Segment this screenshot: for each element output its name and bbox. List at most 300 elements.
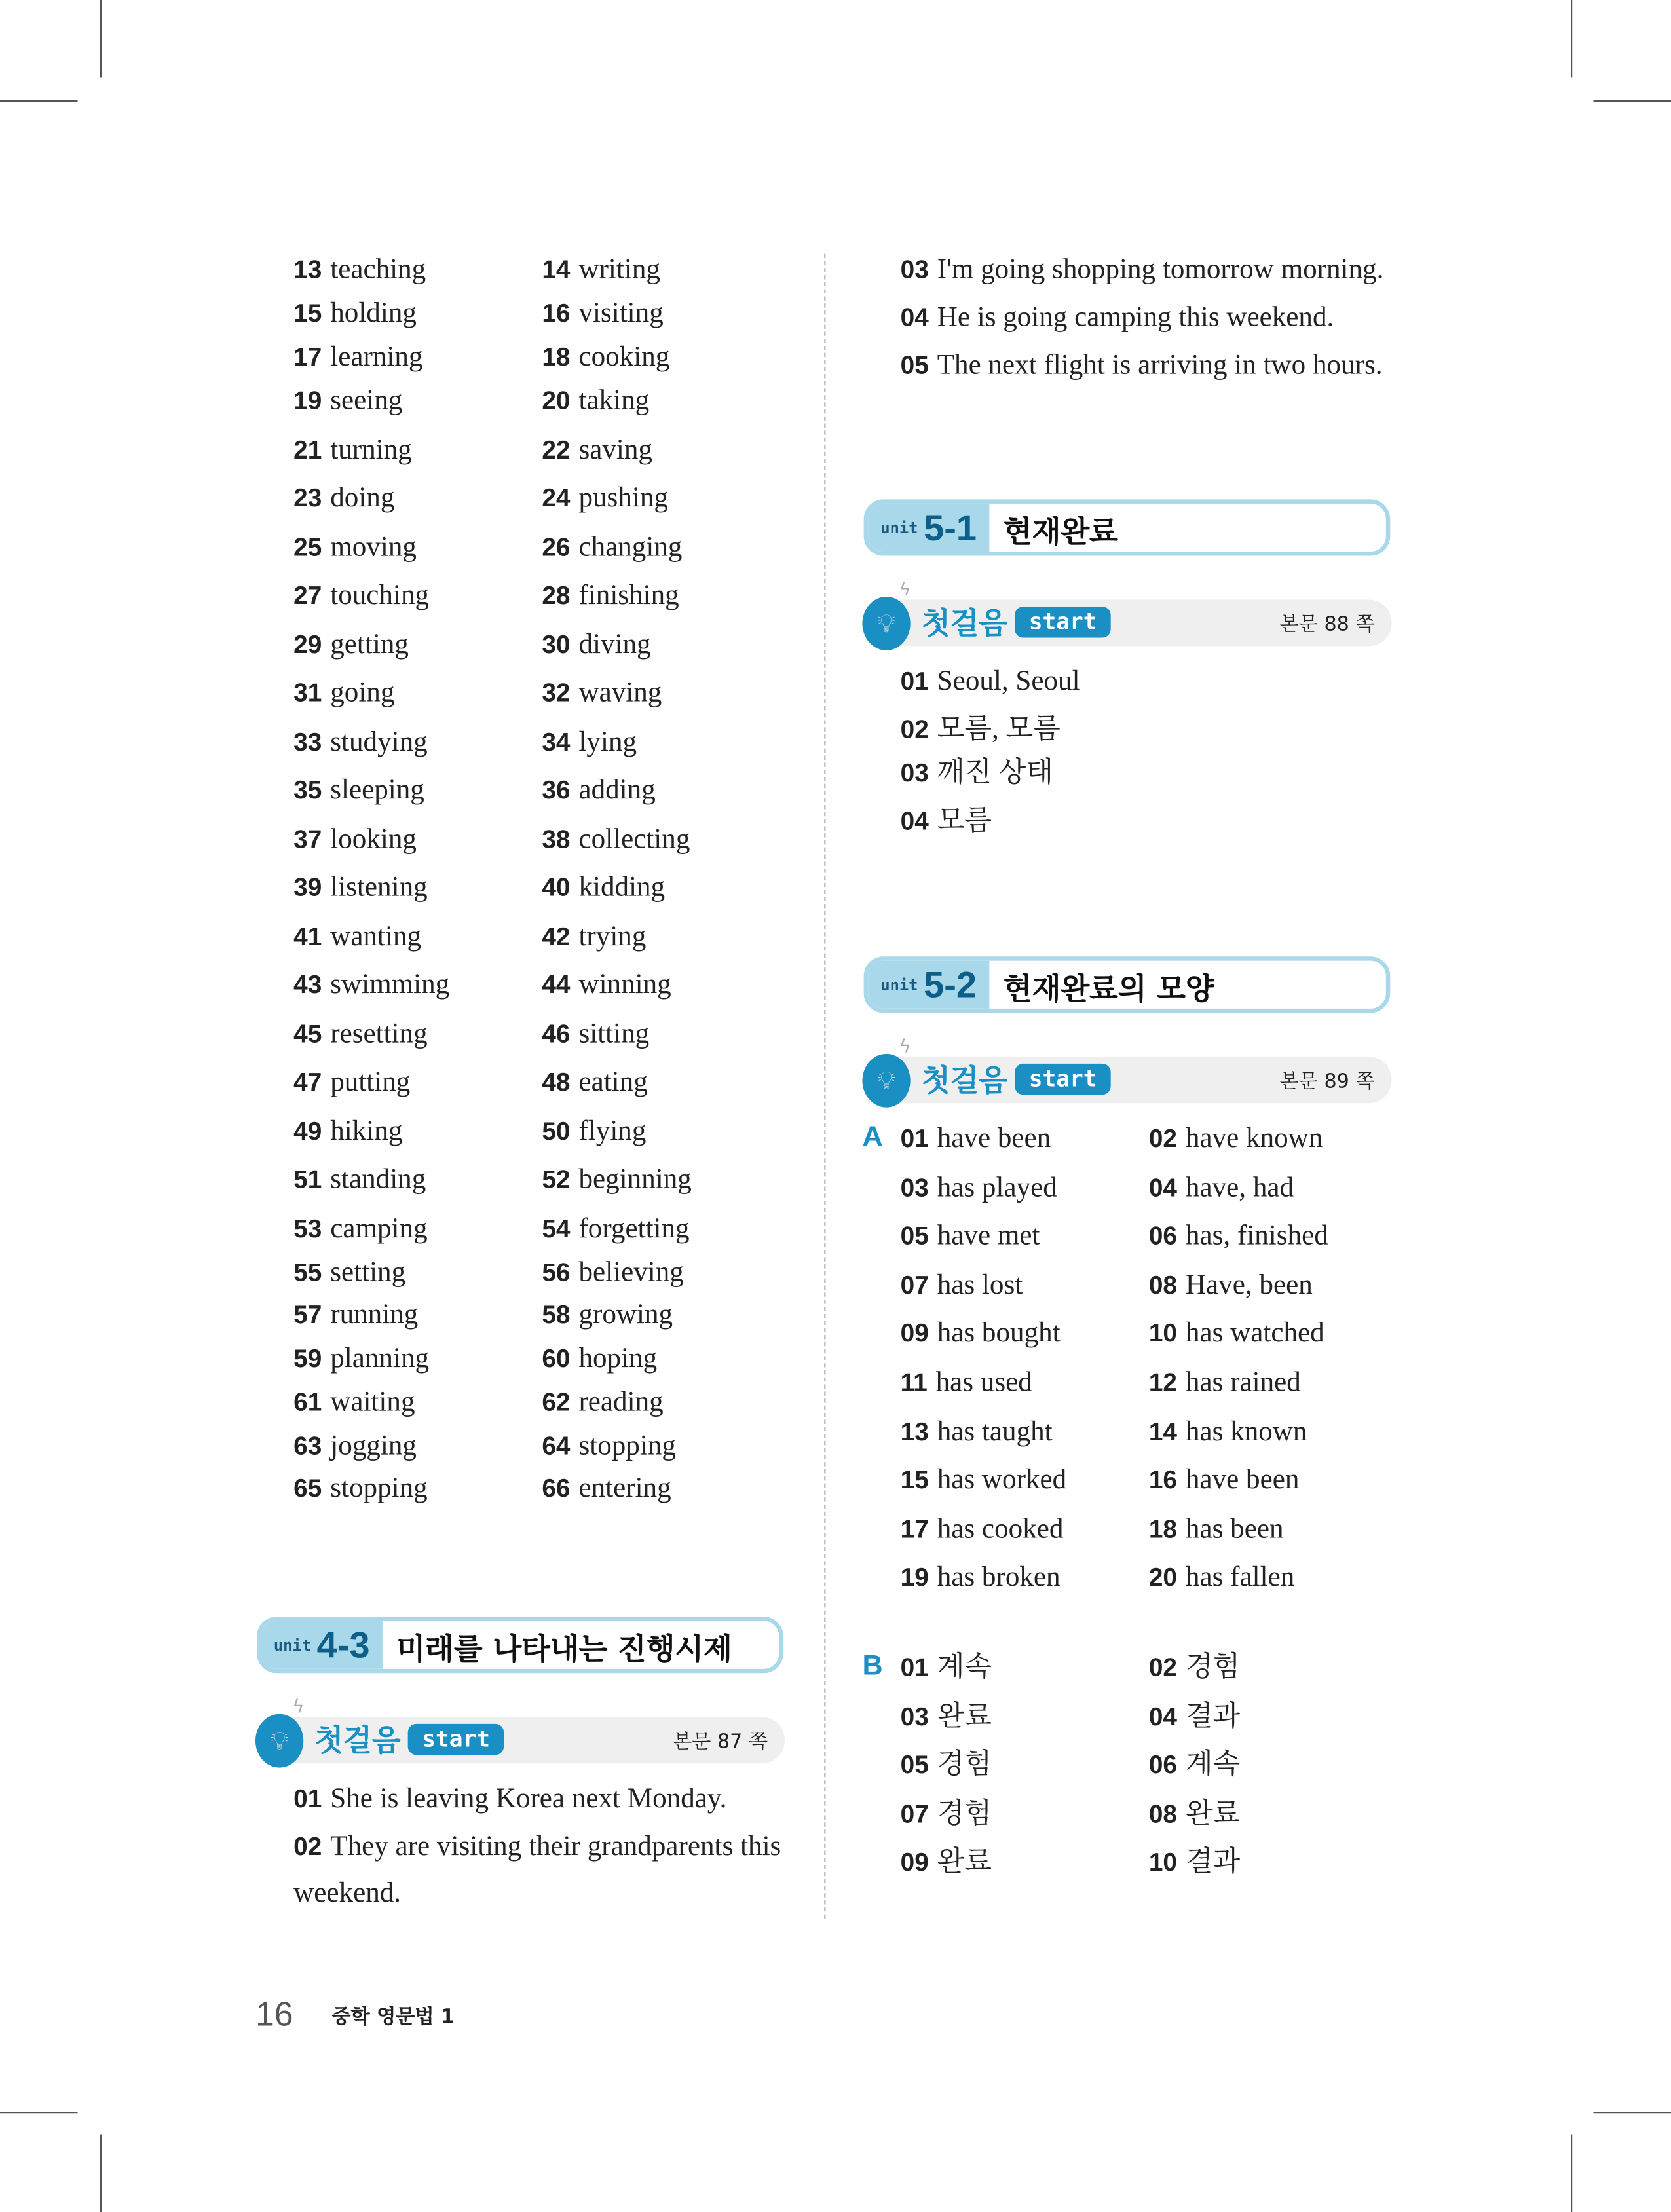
unit-number: 5-2 (924, 962, 977, 1005)
item-number: 63 (293, 1432, 322, 1461)
answer-item (293, 1829, 781, 1864)
item-number: 16 (542, 299, 571, 328)
crop-mark (1594, 100, 1671, 102)
item-answer: teaching (330, 253, 426, 286)
answer-item (542, 1114, 646, 1148)
item-answer: has used (935, 1366, 1032, 1398)
answer-item (542, 340, 669, 374)
answer-item (542, 823, 690, 857)
answer-item (1149, 1121, 1323, 1155)
answer-item (542, 578, 679, 612)
crop-mark (0, 2112, 78, 2113)
item-answer: getting (330, 629, 409, 660)
item-number: 57 (293, 1300, 322, 1329)
item-number: 04 (1148, 1702, 1178, 1731)
item-number: 37 (293, 825, 322, 853)
item-number: 13 (293, 255, 322, 284)
item-number: 41 (293, 922, 322, 951)
item-number: 42 (542, 922, 571, 951)
answer-item (901, 713, 1061, 747)
item-answer: 깨진 상태 (937, 757, 1054, 789)
item-number: 51 (293, 1165, 322, 1194)
item-number: 54 (542, 1214, 571, 1243)
item-number: 06 (1148, 1222, 1178, 1250)
item-answer: pushing (578, 482, 668, 514)
item-number: 04 (1148, 1173, 1178, 1202)
answer-item (901, 1268, 1023, 1302)
item-answer: waving (578, 677, 662, 709)
item-answer: flying (578, 1115, 647, 1147)
answer-item (542, 1298, 673, 1332)
lightbulb-icon: 💡︎ (862, 1054, 910, 1108)
item-answer: She is leaving Korea next Monday. (330, 1783, 727, 1814)
item-number: 39 (293, 873, 322, 902)
answer-item (293, 433, 412, 467)
item-answer: changing (578, 531, 683, 563)
answer-item (901, 1512, 1064, 1546)
answer-item (901, 348, 1383, 383)
item-answer: cooking (578, 341, 670, 373)
unit-header-4-3 (257, 1617, 783, 1673)
item-number: 02 (1148, 1653, 1178, 1682)
item-number: 62 (542, 1388, 571, 1417)
answer-item (901, 1463, 1067, 1497)
item-number: 56 (542, 1258, 571, 1287)
item-answer: seeing (330, 384, 403, 417)
item-number: 09 (900, 1319, 929, 1348)
item-answer: camping (330, 1213, 428, 1245)
spark-icon: ϟ (292, 1696, 305, 1719)
section-b-label: B (862, 1650, 883, 1682)
crop-mark (1571, 0, 1572, 77)
item-answer: has cooked (937, 1513, 1064, 1545)
answer-item (901, 1797, 992, 1831)
answer-item (293, 920, 421, 954)
answer-item (293, 531, 417, 565)
item-number: 14 (542, 255, 571, 284)
item-answer: sitting (578, 1018, 650, 1050)
item-number: 01 (900, 1124, 929, 1153)
lightbulb-icon: 💡︎ (255, 1714, 303, 1768)
unit-title: 현재완료 (1003, 515, 1118, 549)
item-answer: saving (578, 434, 652, 466)
answer-item (1149, 1171, 1294, 1205)
item-answer: setting (330, 1256, 406, 1288)
answer-item (901, 1748, 992, 1782)
item-number: 24 (542, 483, 571, 512)
answer-item (542, 1471, 671, 1505)
answer-item (901, 1317, 1061, 1351)
item-number: 12 (1148, 1368, 1178, 1397)
item-number: 66 (542, 1474, 571, 1503)
answer-item (901, 1699, 992, 1733)
item-answer: 계속 (937, 1651, 992, 1683)
start-badge: start (408, 1724, 504, 1755)
item-number: 10 (1148, 1848, 1178, 1877)
item-number: 17 (293, 343, 322, 371)
item-answer: has broken (937, 1562, 1061, 1594)
item-answer: has bought (937, 1318, 1061, 1349)
item-number: 48 (542, 1068, 571, 1097)
item-answer: has fallen (1185, 1562, 1295, 1594)
item-number: 33 (293, 728, 322, 757)
item-answer: putting (330, 1066, 411, 1098)
answer-item (542, 1429, 676, 1463)
answer-item (542, 1256, 683, 1290)
item-answer: growing (578, 1299, 673, 1330)
unit-title: 현재완료의 모양 (1003, 971, 1214, 1006)
item-number: 47 (293, 1068, 322, 1097)
answer-item (901, 756, 1053, 790)
item-answer: looking (330, 823, 417, 855)
answer-item (542, 967, 671, 1002)
item-number: 28 (542, 581, 571, 610)
item-number: 18 (542, 343, 571, 371)
answer-item (901, 1219, 1040, 1253)
unit-header-5-2 (864, 956, 1391, 1013)
item-answer: have been (1185, 1464, 1300, 1496)
answer-item (901, 1651, 992, 1685)
item-answer: swimming (330, 969, 450, 1000)
item-number: 38 (542, 825, 571, 853)
answer-item (293, 1429, 417, 1463)
item-number: 34 (542, 728, 571, 757)
item-number: 53 (293, 1214, 322, 1243)
item-answer: resetting (330, 1018, 428, 1050)
item-answer: 경험 (1185, 1651, 1241, 1683)
item-answer: listening (330, 871, 428, 903)
item-answer: 경험 (937, 1749, 992, 1780)
item-number: 21 (293, 436, 322, 464)
item-number: 03 (900, 255, 929, 284)
answer-item (1149, 1845, 1240, 1879)
item-number: 26 (542, 533, 571, 562)
answer-item (542, 871, 665, 905)
item-answer: 모름 (937, 805, 992, 837)
answer-item (293, 340, 422, 374)
answer-item (293, 1212, 427, 1246)
item-answer: 결과 (1185, 1846, 1241, 1878)
answer-item (901, 1845, 992, 1879)
item-number: 01 (900, 667, 929, 696)
item-number: 27 (293, 581, 322, 610)
answer-item (293, 1256, 405, 1290)
item-number: 15 (293, 299, 322, 328)
item-answer: running (330, 1299, 419, 1330)
answer-item (1149, 1512, 1284, 1546)
item-number: 50 (542, 1117, 571, 1146)
item-number: 08 (1148, 1799, 1178, 1828)
item-answer: planning (330, 1343, 430, 1374)
item-answer: trying (578, 921, 647, 952)
item-answer: has known (1185, 1415, 1307, 1447)
item-number: 08 (1148, 1271, 1178, 1300)
item-number: 03 (900, 759, 929, 787)
item-answer: 완료 (1185, 1797, 1241, 1829)
answer-item (293, 1114, 402, 1148)
start-bar (862, 1036, 1391, 1103)
item-answer: have met (937, 1220, 1040, 1252)
item-number: 44 (542, 970, 571, 999)
item-number: 03 (900, 1173, 929, 1202)
answer-item (901, 1171, 1057, 1205)
item-answer: adding (578, 774, 656, 806)
item-number: 10 (1148, 1319, 1178, 1348)
item-number: 18 (1148, 1514, 1178, 1543)
answer-item (542, 920, 646, 954)
answer-item (542, 725, 637, 759)
item-answer: stopping (578, 1430, 676, 1462)
item-answer: hiking (330, 1115, 403, 1147)
answer-item (293, 481, 394, 515)
item-number: 06 (1148, 1750, 1178, 1779)
answer-item (293, 296, 417, 330)
start-label: 첫걸음 (314, 1723, 401, 1758)
item-number: 09 (900, 1848, 929, 1877)
item-answer: 경험 (937, 1797, 992, 1829)
answer-item (901, 1366, 1032, 1400)
start-label: 첫걸음 (921, 1063, 1008, 1098)
item-answer: has watched (1185, 1318, 1324, 1349)
answer-item (542, 1212, 689, 1246)
item-number: 65 (293, 1474, 322, 1503)
item-answer: doing (330, 482, 395, 514)
item-number: 20 (1148, 1564, 1178, 1592)
answer-item (1149, 1463, 1300, 1497)
item-answer: have been (937, 1123, 1051, 1154)
item-answer: touching (330, 580, 430, 611)
item-answer: 완료 (937, 1846, 992, 1878)
item-answer: believing (578, 1256, 684, 1288)
unit-label: unit (880, 975, 918, 994)
unit-label: unit (273, 1636, 311, 1655)
answer-item (542, 1341, 657, 1376)
item-number: 49 (293, 1117, 322, 1146)
answer-item (1149, 1561, 1294, 1595)
item-number: 20 (542, 386, 571, 415)
answer-item (293, 1782, 726, 1816)
item-number: 03 (900, 1702, 929, 1731)
item-number: 01 (293, 1784, 322, 1813)
answer-item (542, 1163, 691, 1197)
item-answer: He is going camping this weekend. (937, 301, 1334, 333)
answer-item (1149, 1699, 1240, 1733)
item-number: 32 (542, 678, 571, 707)
answer-item (293, 676, 394, 710)
item-number: 23 (293, 483, 322, 512)
answer-item (542, 253, 660, 287)
item-answer: 결과 (1185, 1700, 1241, 1732)
item-number: 07 (900, 1799, 929, 1828)
item-answer: eating (578, 1066, 648, 1098)
answer-item (901, 1121, 1051, 1155)
item-answer: winning (578, 969, 671, 1000)
item-answer: writing (578, 253, 660, 286)
item-answer: diving (578, 629, 651, 660)
item-answer: waiting (330, 1387, 415, 1418)
item-answer: The next flight is arriving in two hours. (937, 350, 1383, 381)
item-answer: has taught (937, 1415, 1053, 1447)
start-label: 첫걸음 (921, 607, 1008, 641)
item-number: 30 (542, 630, 571, 659)
answer-item (1149, 1651, 1240, 1685)
item-answer: going (330, 677, 395, 709)
start-badge: start (1015, 607, 1111, 637)
item-number: 19 (293, 386, 322, 415)
item-number: 22 (542, 436, 571, 464)
item-answer: has played (937, 1171, 1057, 1203)
answer-item (1149, 1317, 1324, 1351)
answer-item (293, 384, 402, 418)
item-answer: moving (330, 531, 417, 563)
item-answer: has, finished (1185, 1220, 1328, 1252)
item-answer: jogging (330, 1430, 417, 1462)
answer-item (293, 628, 409, 662)
answer-item (542, 1065, 647, 1099)
start-bar (862, 580, 1391, 646)
answer-item (901, 664, 1080, 698)
answer-item (542, 296, 663, 330)
page-reference: 본문 87 쪽 (673, 1731, 768, 1754)
item-answer: wanting (330, 921, 422, 952)
page-number: 16 (255, 1996, 293, 2034)
unit-number: 4-3 (316, 1622, 370, 1666)
item-answer: holding (330, 297, 417, 329)
crop-mark (100, 2135, 102, 2212)
item-number: 45 (293, 1020, 322, 1049)
item-answer: hoping (578, 1343, 658, 1374)
item-answer: have, had (1185, 1171, 1294, 1203)
item-answer: 계속 (1185, 1749, 1241, 1780)
item-answer: beginning (578, 1163, 692, 1195)
answer-item (293, 773, 424, 807)
answer-item (1149, 1268, 1313, 1302)
item-number: 43 (293, 970, 322, 999)
answer-item (542, 384, 649, 418)
answer-item (1149, 1797, 1240, 1831)
item-answer: Seoul, Seoul (937, 665, 1080, 697)
answer-item (1149, 1748, 1240, 1782)
item-number: 58 (542, 1300, 571, 1329)
item-answer: entering (578, 1472, 671, 1504)
answer-item (293, 1163, 426, 1197)
answer-item (293, 1341, 429, 1376)
item-number: 05 (900, 1750, 929, 1779)
answer-item (542, 433, 652, 467)
crop-mark (1571, 2135, 1572, 2212)
crop-mark (1594, 2112, 1671, 2113)
item-number: 16 (1148, 1466, 1178, 1495)
answer-continuation: weekend. (293, 1877, 402, 1909)
item-number: 05 (900, 1222, 929, 1250)
item-answer: They are visiting their grandparents this (330, 1831, 781, 1862)
item-answer: has worked (937, 1464, 1067, 1496)
item-answer: I'm going shopping tomorrow morning. (937, 253, 1384, 286)
item-number: 55 (293, 1258, 322, 1287)
page-reference: 본문 88 쪽 (1279, 613, 1375, 637)
unit-header-5-1 (864, 499, 1391, 555)
answer-item (293, 967, 449, 1002)
item-number: 04 (900, 806, 929, 835)
answer-item (293, 1017, 427, 1051)
answer-item (542, 1017, 649, 1051)
item-answer: has rained (1185, 1366, 1301, 1398)
spark-icon: ϟ (899, 1036, 911, 1059)
item-answer: visiting (578, 297, 664, 329)
item-answer: learning (330, 341, 423, 373)
answer-item (901, 253, 1384, 287)
answer-item (542, 1385, 663, 1419)
unit-title: 미래를 나타내는 진행시제 (396, 1632, 732, 1666)
item-number: 02 (293, 1832, 322, 1861)
item-number: 64 (542, 1432, 571, 1461)
answer-item (1149, 1219, 1328, 1253)
answer-item (293, 823, 417, 857)
item-number: 11 (900, 1368, 928, 1397)
answer-item (293, 253, 426, 287)
item-answer: turning (330, 434, 412, 466)
item-number: 25 (293, 533, 322, 562)
unit-number: 5-1 (924, 506, 977, 548)
section-a-label: A (862, 1121, 883, 1153)
item-answer: reading (578, 1387, 664, 1418)
item-number: 29 (293, 630, 322, 659)
item-number: 46 (542, 1020, 571, 1049)
item-answer: finishing (578, 580, 679, 611)
item-number: 05 (900, 351, 929, 380)
item-answer: 완료 (937, 1700, 992, 1732)
answer-item (293, 725, 428, 759)
answer-item (293, 871, 428, 905)
item-number: 52 (542, 1165, 571, 1194)
item-answer: lying (578, 726, 637, 758)
item-number: 02 (1148, 1124, 1178, 1153)
item-answer: has lost (937, 1269, 1023, 1301)
item-answer: have known (1185, 1123, 1323, 1154)
spark-icon: ϟ (899, 580, 911, 601)
answer-item (1149, 1366, 1301, 1400)
item-answer: Have, been (1185, 1269, 1313, 1301)
answer-item (542, 481, 668, 515)
item-answer: taking (578, 384, 650, 417)
answer-item (901, 1414, 1053, 1448)
answer-item (901, 301, 1334, 335)
item-answer: standing (330, 1163, 426, 1195)
item-answer: forgetting (578, 1213, 690, 1245)
crop-mark (0, 100, 78, 102)
item-number: 15 (900, 1466, 929, 1495)
item-number: 13 (900, 1417, 929, 1446)
item-number: 35 (293, 776, 322, 804)
answer-item (542, 628, 650, 662)
answer-item (293, 1385, 415, 1419)
start-bar (255, 1696, 785, 1763)
item-number: 07 (900, 1271, 929, 1300)
item-answer: studying (330, 726, 428, 758)
item-number: 31 (293, 678, 322, 707)
answer-item (293, 1065, 410, 1099)
item-number: 02 (900, 715, 929, 743)
item-number: 40 (542, 873, 571, 902)
item-answer: has been (1185, 1513, 1284, 1545)
item-answer: kidding (578, 871, 666, 903)
answer-item (293, 1298, 418, 1332)
answer-item (901, 1561, 1061, 1595)
item-answer: collecting (578, 823, 690, 855)
book-title: 중학 영문법 1 (331, 2006, 455, 2029)
answer-item (542, 531, 682, 565)
item-number: 59 (293, 1344, 322, 1373)
